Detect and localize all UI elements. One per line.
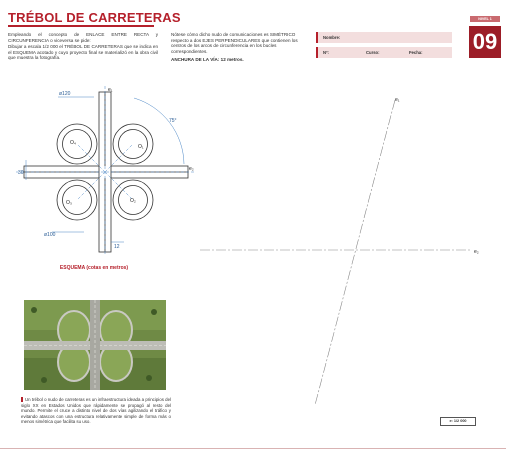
- road-width-note: ANCHURA DE LA VÍA: 12 metros.: [171, 57, 244, 63]
- date-label: Fecha:: [409, 50, 423, 55]
- instructions-paragraph-2: Dibujar a escala 1/2 000 el TRÉBOL DE CARRETERAS que se indica en el ESQUEMA acotado y cuyo proyecto final se materializó en la obra civil que muestra la fotografía.: [8, 44, 158, 61]
- schema-caption: ESQUEMA (cotas en metros): [59, 265, 129, 271]
- schema-label-o1: O₁: [138, 144, 144, 150]
- student-form: [316, 32, 452, 62]
- level-label: NIVEL 1: [470, 16, 500, 22]
- drawing-axis-e2: e₂: [474, 249, 479, 255]
- dim-angle-75: 75°: [169, 118, 177, 124]
- schema-label-o4: O₄: [70, 140, 76, 146]
- symmetry-note-paragraph: Nótese cómo dicho nudo de comunicaciones es SIMÉTRICO respecto a dos EJES PERPENDICULARES que contienen los centros de los arcos de circunferencia en los bucles correspondientes.: [171, 32, 298, 54]
- aerial-photo: [24, 300, 166, 390]
- name-label: Nombre:: [323, 35, 341, 40]
- caption-marker: [21, 397, 23, 402]
- scale-box: e: 1/2 000: [440, 417, 476, 426]
- schema-label-o3: O₃: [66, 200, 72, 206]
- photo-caption-text: Un trébol o nudo de carreteras es un infraestructura ideada a principios del siglo XX en Estados Unidos que rápidamente se propagó al resto del mundo. Permite el cruce a distinto nivel de dos vías agilizando el tráfico y evitando atascos con una estructura relativamente simple de forma más o menos simétrica que facilita su uso.: [21, 397, 171, 425]
- photo-caption: [21, 397, 171, 425]
- details-field[interactable]: [316, 47, 452, 58]
- dim-12: 12: [114, 244, 120, 250]
- symmetry-note: [171, 32, 306, 66]
- dim-phi120: ø120: [59, 91, 71, 97]
- number-label: Nº:: [323, 50, 329, 55]
- drawing-axis-e1: e₁: [395, 97, 400, 103]
- schema-label-o2: O₂: [130, 198, 136, 204]
- page-title: TRÉBOL DE CARRETERAS: [8, 10, 181, 25]
- title-underline: [8, 25, 154, 27]
- name-field[interactable]: [316, 32, 452, 43]
- sheet-number-badge: 09: [469, 26, 501, 58]
- dim-phi100: ø100: [44, 232, 56, 238]
- cloverleaf-schema: [14, 84, 198, 256]
- drawing-area[interactable]: [200, 90, 490, 410]
- footer-rule: [0, 448, 506, 449]
- dim-30: 30: [18, 170, 24, 176]
- schema-axis-e1: e₁: [108, 87, 113, 93]
- schema-axis-e2: e₂: [189, 166, 194, 172]
- axis-e1-line: [315, 100, 395, 405]
- instructions-paragraph-1: Empleando el concepto de ENLACE ENTRE RECTA y CIRCUNFERENCIA o viceversa se pide:: [8, 32, 158, 43]
- course-label: Curso:: [366, 50, 380, 55]
- instructions-text: [8, 32, 158, 62]
